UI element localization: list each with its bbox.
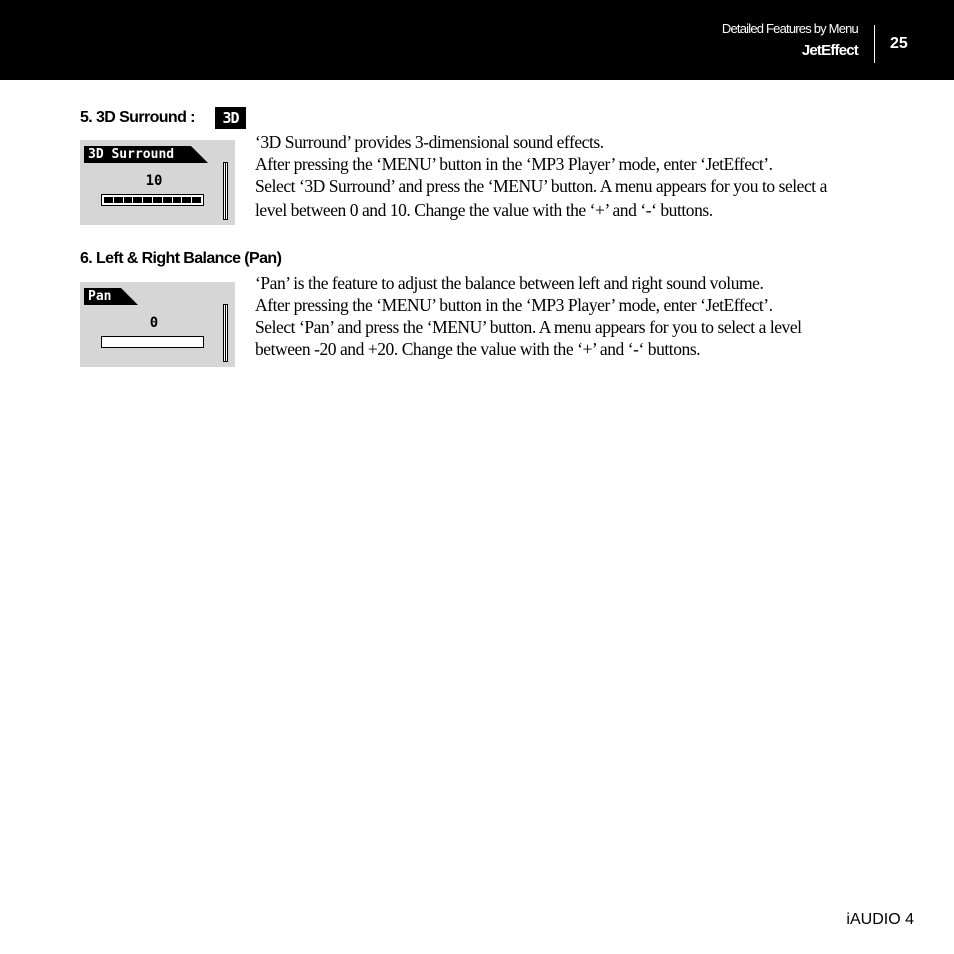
- lcd-scrollbar: [223, 304, 228, 362]
- body-line: Select ‘3D Surround’ and press the ‘MENU’ button. A menu appears for you to select a: [255, 176, 827, 196]
- body-line: level between 0 and 10. Change the value with the ‘+’ and ‘-‘ buttons.: [255, 200, 713, 220]
- lcd-level-bar: [101, 194, 204, 206]
- lcd-screen-pan: [80, 282, 235, 367]
- header-divider: [874, 25, 875, 63]
- footer-product-name: iAUDIO 4: [846, 911, 914, 928]
- lcd-level-segment: [182, 197, 191, 203]
- lcd-level-segment: [192, 197, 201, 203]
- lcd-value: 0: [149, 315, 159, 331]
- lcd-level-segment: [153, 197, 162, 203]
- lcd-value: 10: [145, 173, 163, 189]
- lcd-scrollbar-track: [225, 163, 226, 219]
- page-number: 25: [890, 35, 908, 52]
- section-body-pan: [255, 272, 895, 360]
- page-header: [0, 0, 954, 80]
- header-section-label: Detailed Features by Menu: [721, 21, 858, 36]
- body-line: ‘3D Surround’ provides 3-dimensional sound effects.: [255, 132, 604, 152]
- lcd-level-segment: [104, 197, 113, 203]
- 3d-icon: 3D: [215, 107, 246, 129]
- lcd-tab: [84, 288, 200, 305]
- lcd-scrollbar: [223, 162, 228, 220]
- lcd-tab-label: Pan: [88, 289, 112, 304]
- lcd-tab-label: 3D Surround: [88, 147, 175, 162]
- lcd-screen-3d-surround: [80, 140, 235, 225]
- body-line: After pressing the ‘MENU’ button in the ‘MP3 Player’ mode, enter ‘JetEffect’.: [255, 295, 773, 315]
- lcd-level-segment: [133, 197, 142, 203]
- section-body-3d-surround: [255, 131, 895, 221]
- lcd-scrollbar-track: [225, 305, 226, 361]
- lcd-level-segment: [124, 197, 133, 203]
- section-heading-3d-surround: 5. 3D Surround :: [80, 109, 195, 126]
- lcd-level-segment: [163, 197, 172, 203]
- section-heading-pan: 6. Left & Right Balance (Pan): [80, 250, 282, 267]
- lcd-level-segment: [114, 197, 123, 203]
- lcd-level-bar: [101, 336, 204, 348]
- body-line: ‘Pan’ is the feature to adjust the balance between left and right sound volume.: [255, 273, 764, 293]
- body-line: After pressing the ‘MENU’ button in the ‘MP3 Player’ mode, enter ‘JetEffect’.: [255, 154, 773, 174]
- lcd-tab: [84, 146, 200, 163]
- lcd-level-segment: [173, 197, 182, 203]
- header-title: JetEffect: [801, 42, 858, 59]
- body-line: Select ‘Pan’ and press the ‘MENU’ button. A menu appears for you to select a level: [255, 317, 802, 337]
- body-line: between -20 and +20. Change the value with the ‘+’ and ‘-‘ buttons.: [255, 339, 701, 359]
- lcd-level-segment: [143, 197, 152, 203]
